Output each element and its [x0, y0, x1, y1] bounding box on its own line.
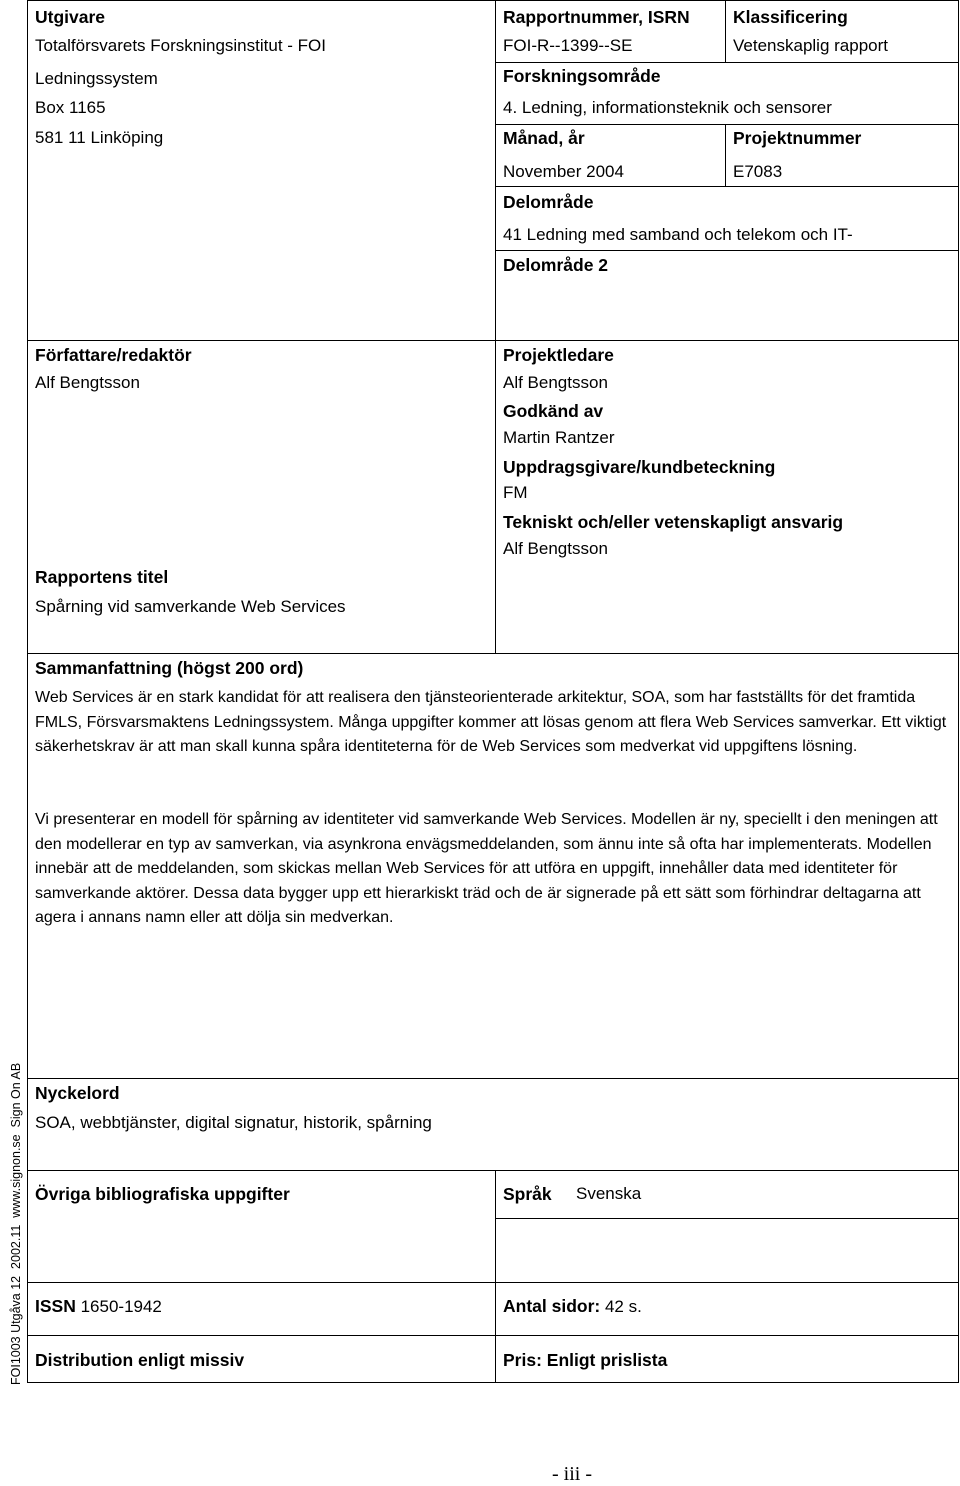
approved-by-value: Martin Rantzer	[503, 428, 615, 447]
keywords-value: SOA, webbtjänster, digital signatur, historik, spårning	[35, 1113, 432, 1132]
project-leader-label: Projektledare	[503, 345, 614, 365]
divider-author-col	[495, 340, 496, 653]
research-area-label: Forskningsområde	[503, 66, 661, 86]
publisher-line: Box 1165	[35, 98, 106, 117]
technical-responsible-label: Tekniskt och/eller vetenskapligt ansvarig	[503, 512, 844, 532]
summary-paragraph-2: Vi presenterar en modell för spårning av identiteter vid samverkande Web Services. Modellen är ny, speciellt i den meningen att den modellerar en typ av samverkan, via asynkrona envägsmeddelanden, som ännu inte så ofta har implementerats. Modellen innebär att de meddelanden, som skickas mellan Web Services för att utföra en uppgift, innehåller data med identiteter för samverkande aktörer. Dessa data bygger upp ett hierarkiskt träd och de är signerade på ett sätt som förhindrar deltagarna att agera i annans namn eller att dölja sin medverkan.	[35, 811, 938, 926]
rule-author-section	[27, 340, 959, 341]
project-leader-value: Alf Bengtsson	[503, 373, 608, 392]
subarea-value: 41 Ledning med samband och telekom och IT-	[503, 225, 853, 244]
rule-summary	[27, 653, 959, 654]
issn-label: ISSN	[35, 1296, 76, 1316]
pages-value: 42 s.	[604, 1297, 642, 1316]
technical-responsible-value: Alf Bengtsson	[503, 539, 608, 558]
report-title-value: Spårning vid samverkande Web Services	[35, 597, 346, 616]
pages-label: Antal sidor:	[503, 1296, 601, 1316]
divider-header-col	[495, 0, 496, 340]
distribution-label: Distribution enligt missiv	[35, 1350, 245, 1370]
publisher-line: Ledningssystem	[35, 69, 158, 88]
divider-project-col	[725, 124, 726, 186]
publisher-line: Totalförsvarets Forskningsinstitut - FOI	[35, 36, 326, 55]
rule-distribution	[27, 1335, 959, 1336]
issn-value: 1650-1942	[80, 1297, 162, 1316]
client-label: Uppdragsgivare/kundbeteckning	[503, 457, 776, 477]
report-title-label: Rapportens titel	[35, 567, 169, 587]
other-bib-label: Övriga bibliografiska uppgifter	[35, 1184, 290, 1204]
classification-value: Vetenskaplig rapport	[733, 36, 888, 55]
month-year-label: Månad, år	[503, 128, 585, 148]
price-label: Pris: Enligt prislista	[503, 1350, 668, 1370]
publisher-line: 581 11 Linköping	[35, 128, 164, 147]
publisher-label: Utgivare	[35, 7, 106, 27]
subarea2-label: Delområde 2	[503, 255, 609, 275]
form-version-side-text: FOI1003 Utgåva 12 2002.11 www.signon.se Sign On AB	[9, 1062, 23, 1385]
rule-bib-inner	[495, 1218, 959, 1219]
client-value: FM	[503, 483, 528, 502]
research-area-value: 4. Ledning, informationsteknik och sensorer	[503, 98, 832, 117]
project-number-value: E7083	[733, 162, 783, 181]
rule-other-bib	[27, 1170, 959, 1171]
subarea-label: Delområde	[503, 192, 594, 212]
report-number-label: Rapportnummer, ISRN	[503, 7, 690, 27]
rule-issn	[27, 1282, 959, 1283]
page-number: - iii -	[552, 1463, 592, 1485]
approved-by-label: Godkänd av	[503, 401, 604, 421]
rule-month	[495, 124, 959, 125]
keywords-label: Nyckelord	[35, 1083, 120, 1103]
rule-subarea2	[495, 250, 959, 251]
month-year-value: November 2004	[503, 162, 624, 181]
summary-label: Sammanfattning (högst 200 ord)	[35, 658, 304, 678]
issn-field	[35, 1296, 162, 1317]
summary-paragraph-1: Web Services är en stark kandidat för att realisera den tjänsteorienterade arkitektur, SOA, som har fastställts för det framtida FMLS, Försvarsmaktens Ledningssystem. Många uppgifter kommer att lösas genom att flera Web Services samverkar. Ett viktigt säkerhetskrav är att man skall kunna spåra identiteterna för de Web Services som medverkat vid uppgiftens lösning.	[35, 689, 947, 755]
pages-field	[503, 1296, 642, 1317]
rule-keywords	[27, 1078, 959, 1079]
rule-subarea	[495, 186, 959, 187]
project-number-label: Projektnummer	[733, 128, 862, 148]
author-label: Författare/redaktör	[35, 345, 192, 365]
classification-label: Klassificering	[733, 7, 848, 27]
language-label: Språk	[503, 1184, 552, 1204]
divider-bib-col	[495, 1170, 496, 1383]
divider-classification-col	[725, 0, 726, 62]
rule-research-area	[495, 62, 959, 63]
report-number-value: FOI-R--1399--SE	[503, 36, 633, 55]
author-value: Alf Bengtsson	[35, 373, 140, 392]
language-value: Svenska	[576, 1184, 642, 1203]
